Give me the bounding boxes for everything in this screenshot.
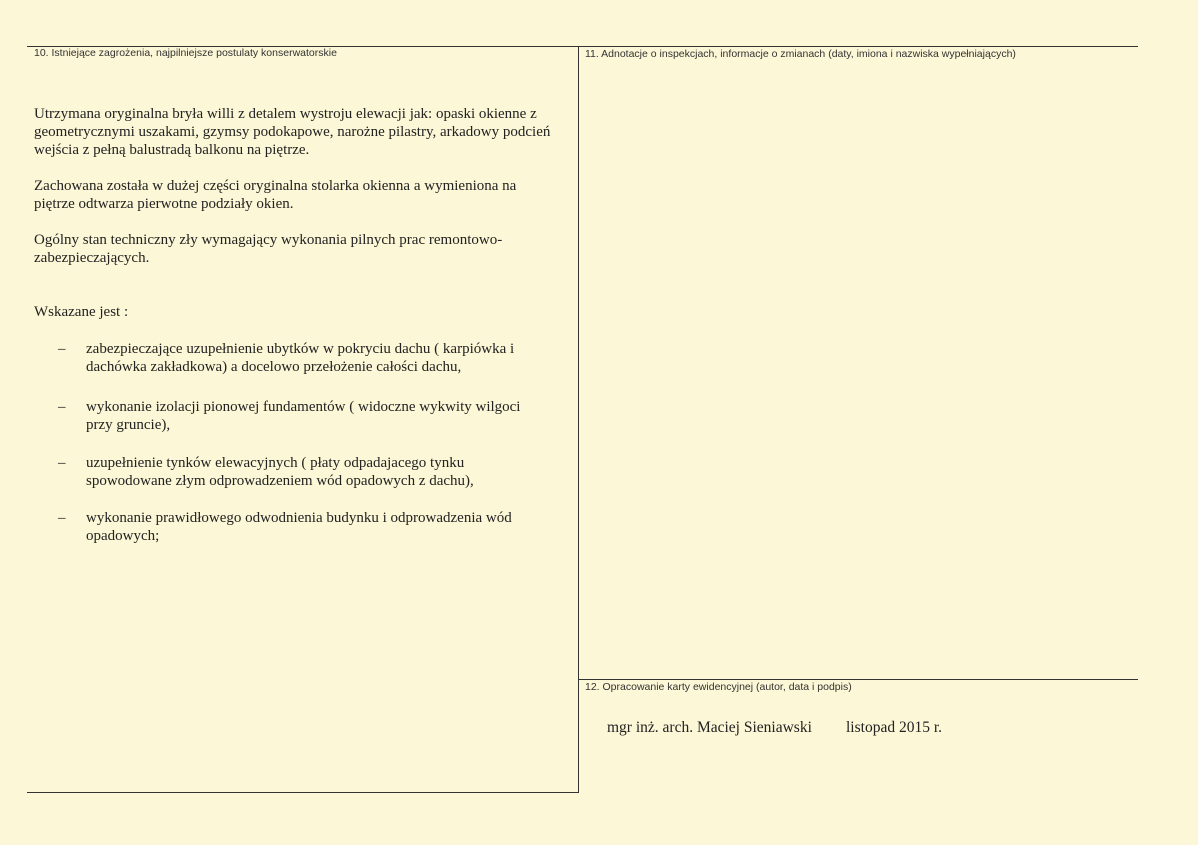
author-name: mgr inż. arch. Maciej Sieniawski [607,719,812,736]
section-12-rule [578,679,1138,680]
section-11-label: 11. Adnotacje o inspekcjach, informacje o zmianach (daty, imiona i nazwiska wypełniających) [585,48,1016,60]
list-item [58,509,558,545]
list-item [58,454,558,490]
list-item-text: wykonanie izolacji pionowej fundamentów ( widoczne wykwity wilgoci przy gruncie), [86,399,521,433]
paragraph: Utrzymana oryginalna bryła willi z detalem wystroju elewacji jak: opaski okienne z geometrycznymi uszakami, gzymsy podokapowe, narożne pilastry, arkadowy podcień wejścia z pełną balustradą balkonu na piętrze. [34,106,551,158]
section-10-label: 10. Istniejące zagrożenia, najpilniejsze postulaty konserwatorskie [34,47,337,59]
dash-icon: – [58,399,66,415]
list-item-text: uzupełnienie tynków elewacyjnych ( płaty odpadajacego tynku spowodowane złym odprowadzeniem wód opadowych z dachu), [86,455,474,489]
date: listopad 2015 r. [846,719,943,736]
paragraph: Ogólny stan techniczny zły wymagający wykonania pilnych prac remontowo-zabezpieczających. [34,232,503,266]
list-item [58,340,558,376]
bottom-rule [27,792,579,793]
list-item [58,398,558,434]
dash-icon: – [58,455,66,471]
column-divider [578,46,579,793]
dash-icon: – [58,341,66,357]
list-item-text: zabezpieczające uzupełnienie ubytków w pokryciu dachu ( karpiówka i dachówka zakładkowa) a docelowo przełożenie całości dachu, [86,341,515,375]
list-item-text: wykonanie prawidłowego odwodnienia budynku i odprowadzenia wód opadowych; [86,510,512,544]
paragraph: Zachowana została w dużej części oryginalna stolarka okienna a wymieniona na piętrze odtwarza pierwotne podziały okien. [34,178,517,212]
paragraph: Wskazane jest : [34,304,129,320]
dash-icon: – [58,510,66,526]
section-12-label: 12. Opracowanie karty ewidencyjnej (autor, data i podpis) [585,681,852,693]
